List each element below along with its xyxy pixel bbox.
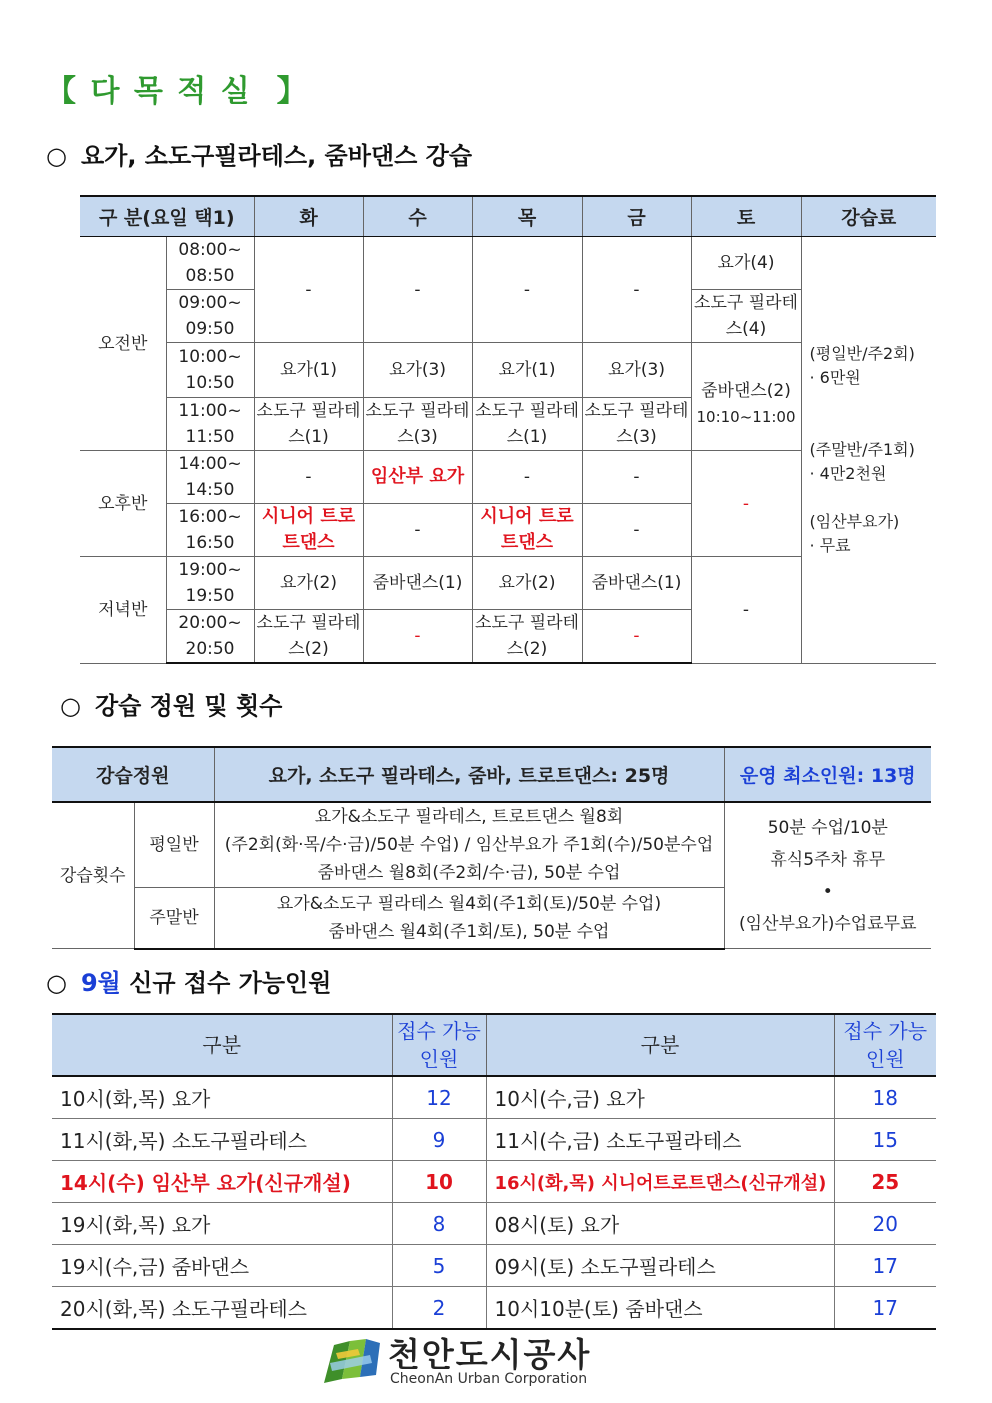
header-thu: 목 xyxy=(472,196,582,237)
bullet-icon: ○ xyxy=(46,969,67,997)
bullet-icon: ○ xyxy=(60,692,81,720)
cell-thu-yoga1: 요가(1) xyxy=(472,343,582,398)
cell-sat-yoga4: 요가(4) xyxy=(691,237,801,290)
time-1600: 16:00~ 16:50 xyxy=(166,504,254,557)
cell-thu-yoga2: 요가(2) xyxy=(472,557,582,610)
cell-tue-yoga1: 요가(1) xyxy=(254,343,363,398)
cell-sat-pilates4: 소도구 필라테스(4) xyxy=(691,290,801,343)
logo-name-ko: 천안도시공사 xyxy=(388,1335,592,1374)
section-title-text: 강습 정원 및 횟수 xyxy=(94,692,283,720)
table-row xyxy=(52,1245,936,1287)
intake-count-left: 2 xyxy=(392,1287,486,1330)
cell-dash: - xyxy=(363,504,472,557)
cell-sat-afternoon-dash: - xyxy=(691,451,801,557)
intake-count-right: 20 xyxy=(834,1203,936,1245)
fee-weekend-price: · 4만2천원 xyxy=(809,463,887,483)
intake-class-right: 09시(토) 소도구필라테스 xyxy=(486,1245,834,1287)
cell-thu-pilates1: 소도구 필라테스(1) xyxy=(472,398,582,451)
group-afternoon: 오후반 xyxy=(80,451,166,557)
table-row xyxy=(52,1119,936,1161)
cell-dash: - xyxy=(363,237,472,343)
cell-thu-pilates2: 소도구 필라테스(2) xyxy=(472,610,582,664)
intake-class-left: 19시(수,금) 줌바댄스 xyxy=(52,1245,392,1287)
time-2000: 20:00~ 20:50 xyxy=(166,610,254,664)
intake-count-left: 5 xyxy=(392,1245,486,1287)
cell-dash: - xyxy=(363,610,472,664)
weekday-line: (주2회(화·목/수·금)/50분 수업) / 임산부요가 주1회(수)/50분수업 xyxy=(224,835,714,855)
group-evening: 저녁반 xyxy=(80,557,166,664)
cell-wed-pilates3: 소도구 필라테스(3) xyxy=(363,398,472,451)
weekday-detail xyxy=(214,802,724,888)
intake-header-count: 접수 가능인원 xyxy=(834,1014,936,1076)
schedule-table xyxy=(80,195,936,664)
intake-class-right: 10시(수,금) 요가 xyxy=(486,1076,834,1119)
cell-wed-zumba1: 줌바댄스(1) xyxy=(363,557,472,610)
intake-count-left: 9 xyxy=(392,1119,486,1161)
intake-count-right: 15 xyxy=(834,1119,936,1161)
cell-wed-yoga3: 요가(3) xyxy=(363,343,472,398)
cell-dash: - xyxy=(582,237,691,343)
note-line: (임산부요가)수업료무료 xyxy=(739,913,917,934)
fee-prenatal-label: (임산부요가) xyxy=(809,511,900,531)
time-1000: 10:00~ 10:50 xyxy=(166,343,254,398)
header-sat: 토 xyxy=(691,196,801,237)
weekday-label: 평일반 xyxy=(134,802,214,888)
intake-count-right: 18 xyxy=(834,1076,936,1119)
note-line: 휴식5주차 휴무 xyxy=(770,849,886,870)
weekend-detail xyxy=(214,888,724,949)
cell-tue-yoga2: 요가(2) xyxy=(254,557,363,610)
cell-dash: - xyxy=(472,451,582,504)
intake-header-category: 구분 xyxy=(52,1014,392,1076)
header-category: 구 분(요일 택1) xyxy=(80,196,254,237)
count-label: 강습횟수 xyxy=(52,802,134,949)
intake-count-right: 17 xyxy=(834,1287,936,1330)
intake-count-right: 17 xyxy=(834,1245,936,1287)
weekend-label: 주말반 xyxy=(134,888,214,949)
group-morning: 오전반 xyxy=(80,237,166,451)
cell-sat-evening-dash: - xyxy=(691,557,801,664)
logo-name-en: CheonAn Urban Corporation xyxy=(390,1371,588,1387)
section-title-intake xyxy=(46,963,331,998)
page-heading: 【 다 목 적 실 】 xyxy=(46,74,309,109)
cell-thu-senior-trot: 시니어 트로트댄스 xyxy=(472,504,582,557)
fee-weekday-price: · 6만원 xyxy=(809,367,861,387)
section-title-text: 신규 접수 가능인원 xyxy=(129,969,332,997)
logo-mark-icon xyxy=(320,1333,382,1389)
corporation-logo xyxy=(320,1333,620,1389)
intake-class-right: 11시(수,금) 소도구필라테스 xyxy=(486,1119,834,1161)
cell-dash: - xyxy=(254,451,363,504)
cell-dash: - xyxy=(582,451,691,504)
intake-count-left: 8 xyxy=(392,1203,486,1245)
time-0900: 09:00~ 09:50 xyxy=(166,290,254,343)
sat-zumba-label: 줌바댄스(2) xyxy=(701,380,791,401)
cell-dash: - xyxy=(472,237,582,343)
capacity-header-label: 강습정원 xyxy=(52,747,214,802)
intake-header-category: 구분 xyxy=(486,1014,834,1076)
bullet-icon: ○ xyxy=(46,142,67,170)
note-line: 50분 수업/10분 xyxy=(767,817,888,838)
table-row xyxy=(52,1076,936,1119)
fee-cell xyxy=(801,237,936,664)
intake-class-right: 08시(토) 요가 xyxy=(486,1203,834,1245)
intake-header-count: 접수 가능인원 xyxy=(392,1014,486,1076)
cell-sat-zumba2 xyxy=(691,343,801,451)
intake-class-left: 11시(화,목) 소도구필라테스 xyxy=(52,1119,392,1161)
weekend-line: 요가&소도구 필라테스 월4회(주1회(토)/50분 수업) xyxy=(276,893,662,914)
cell-dash: - xyxy=(582,610,691,664)
header-fee: 강습료 xyxy=(801,196,936,237)
intake-count-left: 12 xyxy=(392,1076,486,1119)
capacity-note xyxy=(724,802,931,949)
cell-wed-prenatal-yoga: 임산부 요가 xyxy=(363,451,472,504)
sat-zumba-time: 10:10~11:00 xyxy=(696,407,796,426)
cell-dash: - xyxy=(254,237,363,343)
cell-tue-pilates1: 소도구 필라테스(1) xyxy=(254,398,363,451)
weekend-line: 줌바댄스 월4회(주1회/토), 50분 수업 xyxy=(328,921,610,942)
fee-weekend-label: (주말반/주1회) xyxy=(809,439,915,459)
fee-weekday-label: (평일반/주2회) xyxy=(809,343,915,363)
intake-table xyxy=(52,1013,936,1330)
intake-class-left: 10시(화,목) 요가 xyxy=(52,1076,392,1119)
time-1400: 14:00~ 14:50 xyxy=(166,451,254,504)
time-1900: 19:00~ 19:50 xyxy=(166,557,254,610)
table-row xyxy=(52,1287,936,1330)
header-wed: 수 xyxy=(363,196,472,237)
table-row-highlight xyxy=(52,1161,936,1203)
capacity-table xyxy=(52,746,931,950)
fee-prenatal-price: · 무료 xyxy=(809,535,851,555)
time-1100: 11:00~ 11:50 xyxy=(166,398,254,451)
intake-class-right: 10시10분(토) 줌바댄스 xyxy=(486,1287,834,1330)
intake-month: 9월 xyxy=(80,969,121,997)
intake-count-left: 10 xyxy=(392,1161,486,1203)
weekday-line: 요가&소도구 필라테스, 트로트댄스 월8회 xyxy=(314,807,624,827)
note-line: • xyxy=(822,881,833,902)
capacity-header-value: 요가, 소도구 필라테스, 줌바, 트로트댄스: 25명 xyxy=(214,747,724,802)
time-0800: 08:00~ 08:50 xyxy=(166,237,254,290)
intake-class-left: 14시(수) 임산부 요가(신규개설) xyxy=(52,1161,392,1203)
header-tue: 화 xyxy=(254,196,363,237)
intake-class-right: 16시(화,목) 시니어트로트댄스(신규개설) xyxy=(486,1161,834,1203)
intake-class-left: 20시(화,목) 소도구필라테스 xyxy=(52,1287,392,1330)
cell-dash: - xyxy=(582,504,691,557)
cell-tue-senior-trot: 시니어 트로트댄스 xyxy=(254,504,363,557)
section-title-classes xyxy=(46,136,472,171)
cell-fri-pilates3: 소도구 필라테스(3) xyxy=(582,398,691,451)
schedule-header-row xyxy=(80,196,936,237)
intake-count-right: 25 xyxy=(834,1161,936,1203)
cell-fri-zumba1: 줌바댄스(1) xyxy=(582,557,691,610)
cell-fri-yoga3: 요가(3) xyxy=(582,343,691,398)
table-row xyxy=(52,1203,936,1245)
section-title-text: 요가, 소도구필라테스, 줌바댄스 강습 xyxy=(80,142,473,170)
header-fri: 금 xyxy=(582,196,691,237)
section-title-capacity xyxy=(60,686,282,721)
intake-class-left: 19시(화,목) 요가 xyxy=(52,1203,392,1245)
cell-tue-pilates2: 소도구 필라테스(2) xyxy=(254,610,363,664)
capacity-header-min: 운영 최소인원: 13명 xyxy=(724,747,931,802)
weekday-line: 줌바댄스 월8회(주2회/수·금), 50분 수업 xyxy=(317,863,621,883)
